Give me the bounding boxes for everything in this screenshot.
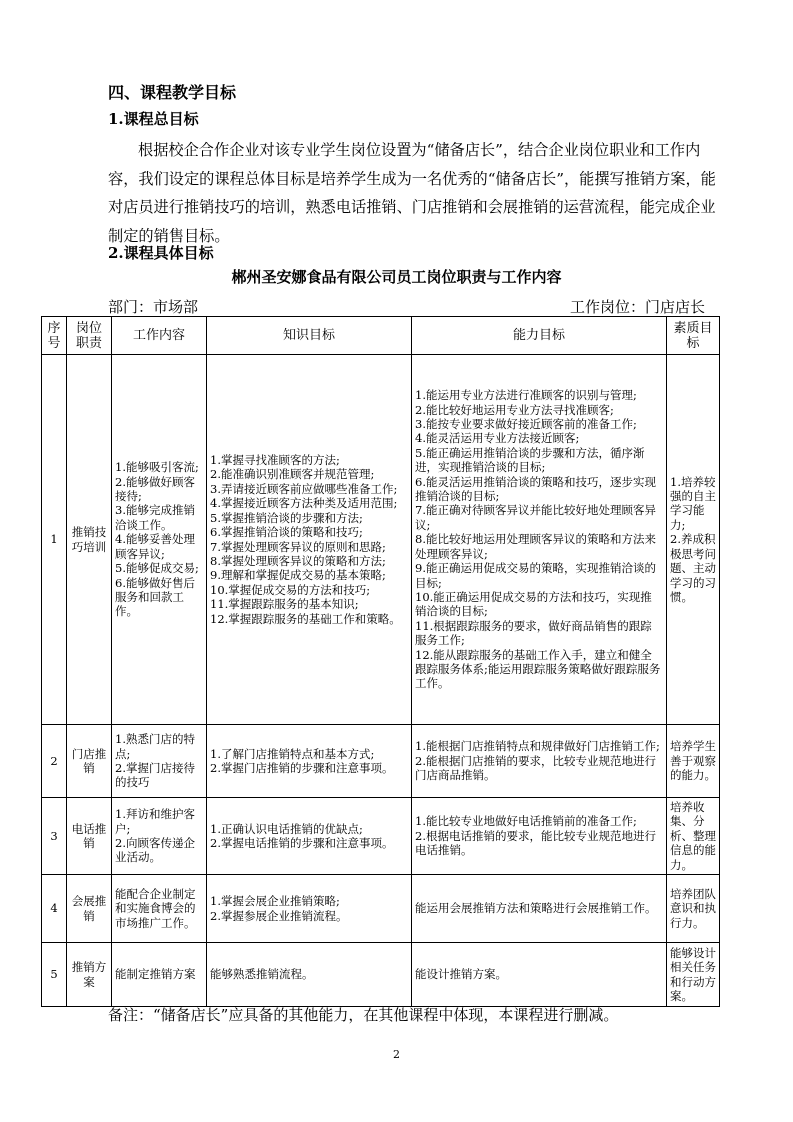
row-knowledge: 1.了解门店推销特点和基本方式; 2.掌握门店推销的步骤和注意事项。 xyxy=(207,725,412,798)
row-work: 能配合企业制定和实施食博会的市场推广工作。 xyxy=(112,875,207,943)
row-quality: 培养学生善于观察的能力。 xyxy=(667,725,720,798)
header-duty: 岗位职责 xyxy=(67,317,112,355)
row-ability: 1.能运用专业方法进行准顾客的识别与管理; 2.能比较好地运用专业方法寻找准顾客; 3.能按专业要求做好接近顾客前的准备工作; 4.能灵活运用专业方法接近顾客; 5.能正确运用推销洽谈的步骤和方法，循序渐进，实现推销洽谈的目标; 6.能灵活运用推销洽谈的策略和技巧，逐步实现推销洽谈的目标; 7.能正确对待顾客异议并能比较好地处理顾客异议; 8.能比较好地运用处理顾客异议的策略和方法来处理顾客异议; 9.能正确运用促成交易的策略，实现推销洽谈的目标; 10.能正确运用促成交易的方法和技巧，实现推销洽谈的目标; 11.根据跟踪服务的要求，做好商品销售的跟踪服务工作; 12.能从跟踪服务的基础工作入手，建立和健全跟踪服务体系;能运用跟踪服务策略做好跟踪服务工作。 xyxy=(412,355,667,725)
page-number: 2 xyxy=(393,1048,400,1061)
table-row xyxy=(42,725,720,798)
row-no: 2 xyxy=(42,725,67,798)
row-duty: 电话推销 xyxy=(67,798,112,875)
overall-goal-text: 根据校企合作企业对该专业学生岗位设置为“储备店长”，结合企业岗位职业和工作内容，我们设定的课程总体目标是培养学生成为一名优秀的“储备店长”，能撰写推销方案，能对店员进行推销技巧的培训，熟悉电话推销、门店推销和会展推销的运营流程，能完成企业制定的销售目标。 xyxy=(108,141,716,245)
row-knowledge: 1.掌握寻找准顾客的方法; 2.能准确识别准顾客并规范管理; 3.弄请接近顾客前应做哪些准备工作; 4.掌握接近顾客方法种类及适用范围; 5.掌握推销洽谈的步骤和方法; 6.掌握推销洽谈的策略和技巧; 7.掌握处理顾客异议的原则和思路; 8.掌握处理顾客异议的策略和方法; 9.理解和掌握促成交易的基本策略; 10.掌握促成交易的方法和技巧; 11.掌握跟踪服务的基本知识; 12.掌握跟踪服务的基础工作和策略。 xyxy=(207,355,412,725)
position-label: 工作岗位：门店店长 xyxy=(570,298,706,316)
table-row xyxy=(42,355,720,725)
row-ability: 能设计推销方案。 xyxy=(412,943,667,1007)
row-duty: 推销方案 xyxy=(67,943,112,1007)
row-work: 能制定推销方案 xyxy=(112,943,207,1007)
row-ability: 1.能根据门店推销特点和规律做好门店推销工作; 2.能根据门店推销的要求，比较专业规范地进行门店商品推销。 xyxy=(412,725,667,798)
header-ability: 能力目标 xyxy=(412,317,667,355)
row-quality: 能够设计相关任务和行动方案。 xyxy=(667,943,720,1007)
department-label: 部门：市场部 xyxy=(108,298,199,316)
table-title: 郴州圣安娜食品有限公司员工岗位职责与工作内容 xyxy=(231,268,562,286)
row-no: 5 xyxy=(42,943,67,1007)
row-knowledge: 能够熟悉推销流程。 xyxy=(207,943,412,1007)
row-quality: 培养团队意识和执行力。 xyxy=(667,875,720,943)
table-row xyxy=(42,943,720,1007)
row-knowledge: 1.掌握会展企业推销策略; 2.掌握参展企业推销流程。 xyxy=(207,875,412,943)
row-no: 3 xyxy=(42,798,67,875)
header-quality: 素质目标 xyxy=(667,317,720,355)
row-duty: 门店推销 xyxy=(67,725,112,798)
row-work: 1.熟悉门店的特点; 2.掌握门店接待的技巧 xyxy=(112,725,207,798)
row-no: 4 xyxy=(42,875,67,943)
row-duty: 推销技巧培训 xyxy=(67,355,112,725)
table-header-row xyxy=(42,317,720,355)
row-ability: 能运用会展推销方法和策略进行会展推销工作。 xyxy=(412,875,667,943)
section-heading: 四、课程教学目标 xyxy=(108,83,237,102)
table-row xyxy=(42,798,720,875)
table-note: 备注：“储备店长”应具备的其他能力，在其他课程中体现，本课程进行删减。 xyxy=(108,1006,619,1024)
header-knowledge: 知识目标 xyxy=(207,317,412,355)
row-knowledge: 1.正确认识电话推销的优缺点; 2.掌握电话推销的步骤和注意事项。 xyxy=(207,798,412,875)
table-row xyxy=(42,875,720,943)
row-no: 1 xyxy=(42,355,67,725)
row-quality: 培养收集、分析、整理信息的能力。 xyxy=(667,798,720,875)
header-no: 序号 xyxy=(42,317,67,355)
overall-goal-paragraph xyxy=(108,136,718,250)
row-work: 1.能够吸引客流; 2.能够做好顾客接待; 3.能够完成推销洽谈工作。 4.能够妥善处理顾客异议; 5.能够促成交易; 6.能够做好售后服务和回款工作。 xyxy=(112,355,207,725)
row-quality: 1.培养较强的自主学习能力; 2.养成积极思考问题、主动学习的习惯。 xyxy=(667,355,720,725)
row-ability: 1.能比较专业地做好电话推销前的准备工作; 2.根据电话推销的要求，能比较专业规范地进行电话推销。 xyxy=(412,798,667,875)
row-work: 1.拜访和维护客户; 2.向顾客传递企业活动。 xyxy=(112,798,207,875)
overall-goal-heading: 1.课程总目标 xyxy=(108,110,199,128)
row-duty: 会展推销 xyxy=(67,875,112,943)
specific-goal-heading: 2.课程具体目标 xyxy=(108,244,214,262)
duties-table xyxy=(41,316,720,1007)
header-work: 工作内容 xyxy=(112,317,207,355)
